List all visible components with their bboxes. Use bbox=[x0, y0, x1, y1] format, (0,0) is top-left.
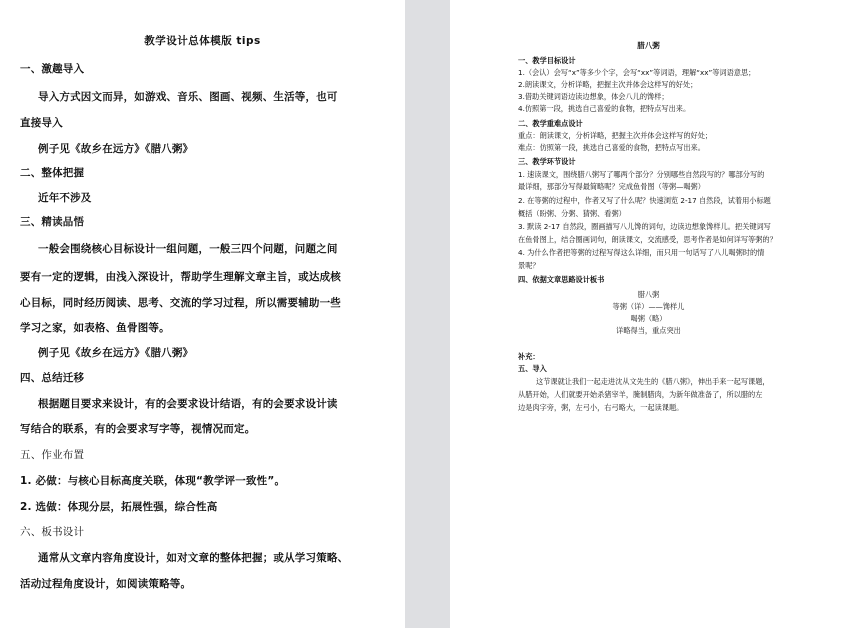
example-line: 例子见《故乡在远方》《腊八粥》 bbox=[38, 347, 194, 359]
paragraph-line: 在鱼骨图上，结合圈画词句，朗读课文，交流感受，思考作者是如何详写等粥的？ bbox=[518, 235, 777, 244]
section-heading: 三、精读品悟 bbox=[20, 216, 85, 228]
section-heading: 三、教学环节设计 bbox=[518, 157, 576, 166]
paragraph-line: 1.（会认）会写“x”等多少个字，会写“xx”等词语，理解“xx”等词语意思； bbox=[518, 68, 756, 77]
paragraph-line: 从腊开始，人们就要开始杀猪宰羊，腌制腊肉，为新年做准备了，所以腊的左 bbox=[518, 390, 763, 399]
section-heading: 四、依据文章思路设计板书 bbox=[518, 275, 605, 284]
paragraph-line: 要有一定的逻辑，由浅入深设计，帮助学生理解文章主旨，或达成核 bbox=[20, 271, 341, 283]
paragraph-line: 2.朗读课文，分析详略，把握主次并体会这样写的好处； bbox=[518, 80, 698, 89]
paragraph-line: 活动过程角度设计，如阅读策略等。 bbox=[20, 578, 192, 590]
paragraph-line: 近年不涉及 bbox=[38, 192, 92, 204]
section-heading: 四、总结迁移 bbox=[20, 372, 85, 384]
paragraph-line: 根据题目要求来设计，有的会要求设计结语，有的会要求设计读 bbox=[38, 398, 338, 410]
paragraph-line: 边是肉字旁，粥，左弓小，右弓略大，一起读课题。 bbox=[518, 403, 684, 412]
paragraph-line: 2. 选做：体现分层，拓展性强，综合性高 bbox=[20, 501, 218, 513]
paragraph-line: 2. 在等粥的过程中，作者又写了什么呢？快速浏览 2-17 自然段，试着用小标题 bbox=[518, 196, 771, 205]
paragraph-line: 景呢？ bbox=[518, 261, 540, 270]
paragraph-line: 学习之家，如表格、鱼骨图等。 bbox=[20, 322, 170, 334]
section-heading: 二、教学重难点设计 bbox=[518, 119, 583, 128]
section-heading: 六、板书设计 bbox=[20, 526, 85, 538]
section-heading: 一、教学目标设计 bbox=[518, 56, 576, 65]
paragraph-line: 通常从文章内容角度设计，如对文章的整体把握；或从学习策略、 bbox=[38, 552, 349, 564]
paragraph-line: 3. 默读 2-17 自然段，圈画描写八儿馋的词句，边读边想象馋样儿。把关键词写 bbox=[518, 222, 771, 231]
section-heading: 五、导入 bbox=[518, 364, 547, 373]
paragraph-line: 导入方式因文而异，如游戏、音乐、图画、视频、生活等，也可 bbox=[38, 91, 338, 103]
paragraph-line: 最详细，那部分写得最简略呢？完成鱼骨图（等粥—喝粥） bbox=[518, 182, 705, 191]
paragraph-line: 重点：朗读课文，分析详略，把握主次并体会这样写的好处； bbox=[518, 131, 713, 140]
paragraph-line: 3.借助关键词语边读边想象，体会八儿的馋样； bbox=[518, 92, 669, 101]
paragraph-line: 4.仿照第一段，挑选自己喜爱的食物，把特点写出来。 bbox=[518, 104, 691, 113]
paragraph-line: 直接导入 bbox=[20, 117, 63, 129]
supplement-label: 补充： bbox=[518, 352, 540, 361]
left-document-page bbox=[0, 0, 405, 628]
paragraph-line: 1. 必做：与核心目标高度关联，体现“教学评一致性”。 bbox=[20, 475, 286, 487]
page-title: 教学设计总体模版 tips bbox=[144, 35, 261, 47]
page-title: 腊八粥 bbox=[637, 41, 660, 50]
section-heading: 一、激趣导入 bbox=[20, 63, 85, 75]
paragraph-line: 难点：仿照第一段，挑选自己喜爱的食物，把特点写出来。 bbox=[518, 143, 705, 152]
section-heading: 二、整体把握 bbox=[20, 167, 85, 179]
paragraph-line: 写结合的联系，有的会要求写字等，视情况而定。 bbox=[20, 423, 256, 435]
board-line: 详略得当，重点突出 bbox=[616, 326, 681, 335]
page-gutter bbox=[405, 0, 450, 628]
paragraph-line: 4. 为什么作者把等粥的过程写得这么详细，而只用一句话写了八儿喝粥时的情 bbox=[518, 248, 765, 257]
paragraph-line: 概括（盼粥、分粥、猜粥、看粥） bbox=[518, 209, 626, 218]
right-document-page bbox=[450, 0, 847, 628]
board-line: 喝粥（略） bbox=[630, 314, 667, 323]
section-heading: 五、作业布置 bbox=[20, 449, 85, 461]
paragraph-line: 一般会围绕核心目标设计一组问题，一般三四个问题，问题之间 bbox=[38, 243, 338, 255]
paragraph-line: 这节课就让我们一起走进沈从文先生的《腊八粥》，伸出手来一起写课题， bbox=[536, 377, 770, 386]
board-title: 腊八粥 bbox=[637, 290, 660, 299]
paragraph-line: 1. 速读课文，围绕腊八粥写了哪两个部分？分别哪些自然段写的？哪部分写的 bbox=[518, 170, 765, 179]
example-line: 例子见《故乡在远方》《腊八粥》 bbox=[38, 143, 194, 155]
board-line: 等粥（详）——馋样儿 bbox=[612, 302, 685, 311]
paragraph-line: 心目标，同时经历阅读、思考、交流的学习过程，所以需要辅助一些 bbox=[20, 297, 341, 309]
